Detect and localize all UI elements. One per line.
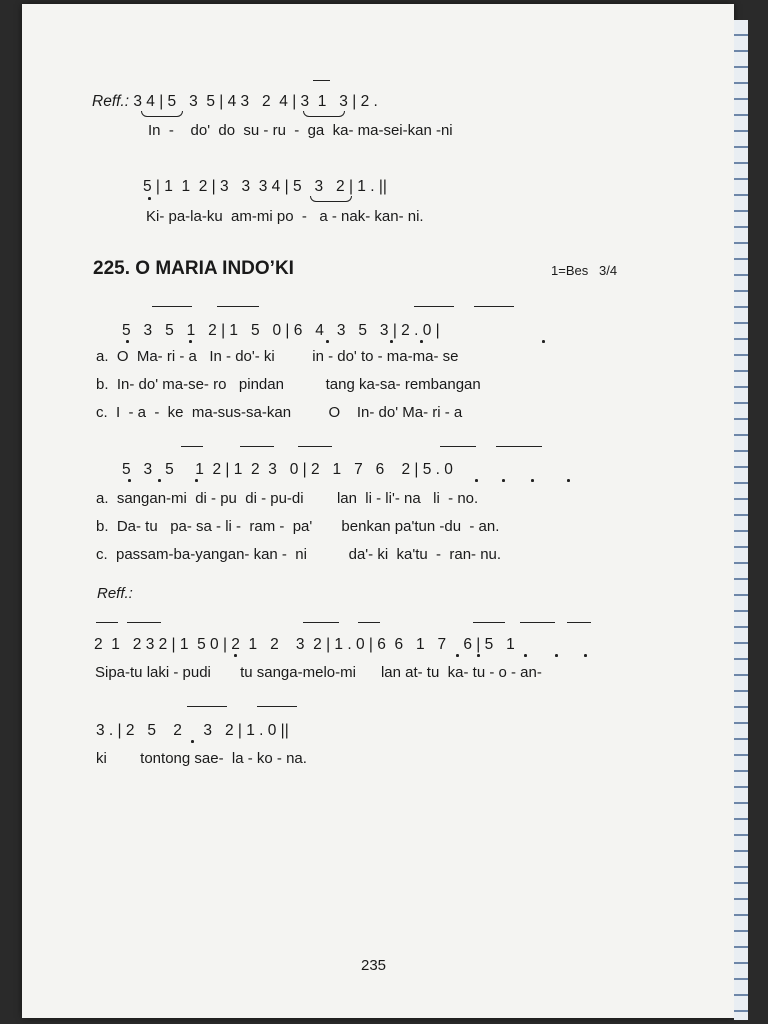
beam-mark xyxy=(567,622,591,623)
beam-mark xyxy=(217,306,259,307)
beam-mark xyxy=(496,446,542,447)
refrain-224-notes-1: 3 4 | 5 3 5 | 4 3 2 4 | 3 1 3 | 2 . xyxy=(133,93,378,110)
beam-mark xyxy=(520,622,555,623)
section2-verse-b: b. Da- tu pa- sa - li - ram - pa' benkan pa'tun -du - an. xyxy=(96,518,500,535)
low-octave-dot xyxy=(126,340,129,343)
refrain-label: Reff.: xyxy=(97,585,133,602)
refrain-224-lyrics-line1: In - do' do su - ru - ga ka- ma-sei-kan -ni xyxy=(148,122,453,139)
key-signature: 1=Bes 3/4 xyxy=(551,263,618,278)
low-octave-dot xyxy=(326,340,329,343)
low-octave-dot xyxy=(524,654,527,657)
beam-mark xyxy=(313,80,330,81)
refrain-224-notes-line2: 5 | 1 1 2 | 3 3 3 4 | 5 3 2 | 1 . || xyxy=(143,178,387,195)
section1-verse-b: b. In- do' ma-se- ro pindan tang ka-sa- rembangan xyxy=(96,376,481,393)
low-octave-dot xyxy=(567,479,570,482)
low-octave-dot xyxy=(456,654,459,657)
refrain-label: Reff.: xyxy=(92,93,130,110)
section1-verse-c: c. I - a - ke ma-sus-sa-kan O In- do' Ma- ri - a xyxy=(96,404,463,421)
low-octave-dot xyxy=(128,479,131,482)
low-octave-dot xyxy=(555,654,558,657)
beam-mark xyxy=(358,622,380,623)
low-octave-dot xyxy=(502,479,505,482)
low-octave-dot xyxy=(191,740,194,743)
beam-mark xyxy=(127,622,161,623)
refrain-notes-line2: 3 . | 2 5 2 3 2 | 1 . 0 || xyxy=(96,722,289,739)
section2-verse-c: c. passam-ba-yangan- kan - ni da'- ki ka'tu - ran- nu. xyxy=(96,546,502,563)
refrain-notes-line1: 2 1 2 3 2 | 1 5 0 | 2 1 2 3 2 | 1 . 0 | 6 6 1 7 6 | 5 1 xyxy=(94,636,515,653)
beam-mark xyxy=(187,706,227,707)
beam-mark xyxy=(240,446,274,447)
section2-notes: 5 3 5 1 2 | 1 2 3 0 | 2 1 7 6 2 | 5 . 0 xyxy=(122,461,453,478)
refrain-lyrics-line2: ki tontong sae- la - ko - na. xyxy=(96,750,307,767)
low-octave-dot xyxy=(158,479,161,482)
low-octave-dot xyxy=(390,340,393,343)
beam-mark xyxy=(96,622,118,623)
beam-mark xyxy=(414,306,454,307)
low-octave-dot xyxy=(420,340,423,343)
book-page-edge xyxy=(734,20,748,1020)
low-octave-dot xyxy=(542,340,545,343)
low-octave-dot xyxy=(234,654,237,657)
beam-mark xyxy=(474,306,514,307)
low-octave-dot xyxy=(148,197,151,200)
beam-mark xyxy=(257,706,297,707)
beam-mark xyxy=(473,622,505,623)
beam-mark xyxy=(152,306,192,307)
beam-mark xyxy=(181,446,203,447)
slur-mark xyxy=(310,196,352,202)
low-octave-dot xyxy=(584,654,587,657)
hymnal-page xyxy=(22,4,734,1018)
refrain-lyrics-line1: Sipa-tu laki - pudi tu sanga-melo-mi lan at- tu ka- tu - o - an- xyxy=(95,664,542,681)
low-octave-dot xyxy=(531,479,534,482)
page-number: 235 xyxy=(361,957,387,974)
slur-mark xyxy=(141,111,183,117)
low-octave-dot xyxy=(195,479,198,482)
section2-verse-a: a. sangan-mi di - pu di - pu-di lan li - li'- na li - no. xyxy=(96,490,479,507)
beam-mark xyxy=(298,446,332,447)
low-octave-dot xyxy=(477,654,480,657)
low-octave-dot xyxy=(189,340,192,343)
section1-verse-a: a. O Ma- ri - a In - do'- ki in - do' to - ma-ma- se xyxy=(96,348,459,365)
section1-notes: 5 3 5 1 2 | 1 5 0 | 6 4 3 5 3 | 2 . 0 | xyxy=(122,322,440,339)
refrain-224-lyrics-line2: Ki- pa-la-ku am-mi po - a - nak- kan- ni. xyxy=(146,208,424,225)
refrain-224-notes-line1 xyxy=(92,93,378,111)
low-octave-dot xyxy=(475,479,478,482)
slur-mark xyxy=(303,111,345,117)
beam-mark xyxy=(440,446,476,447)
song-title: 225. O MARIA INDO’KI xyxy=(93,258,294,279)
beam-mark xyxy=(303,622,339,623)
